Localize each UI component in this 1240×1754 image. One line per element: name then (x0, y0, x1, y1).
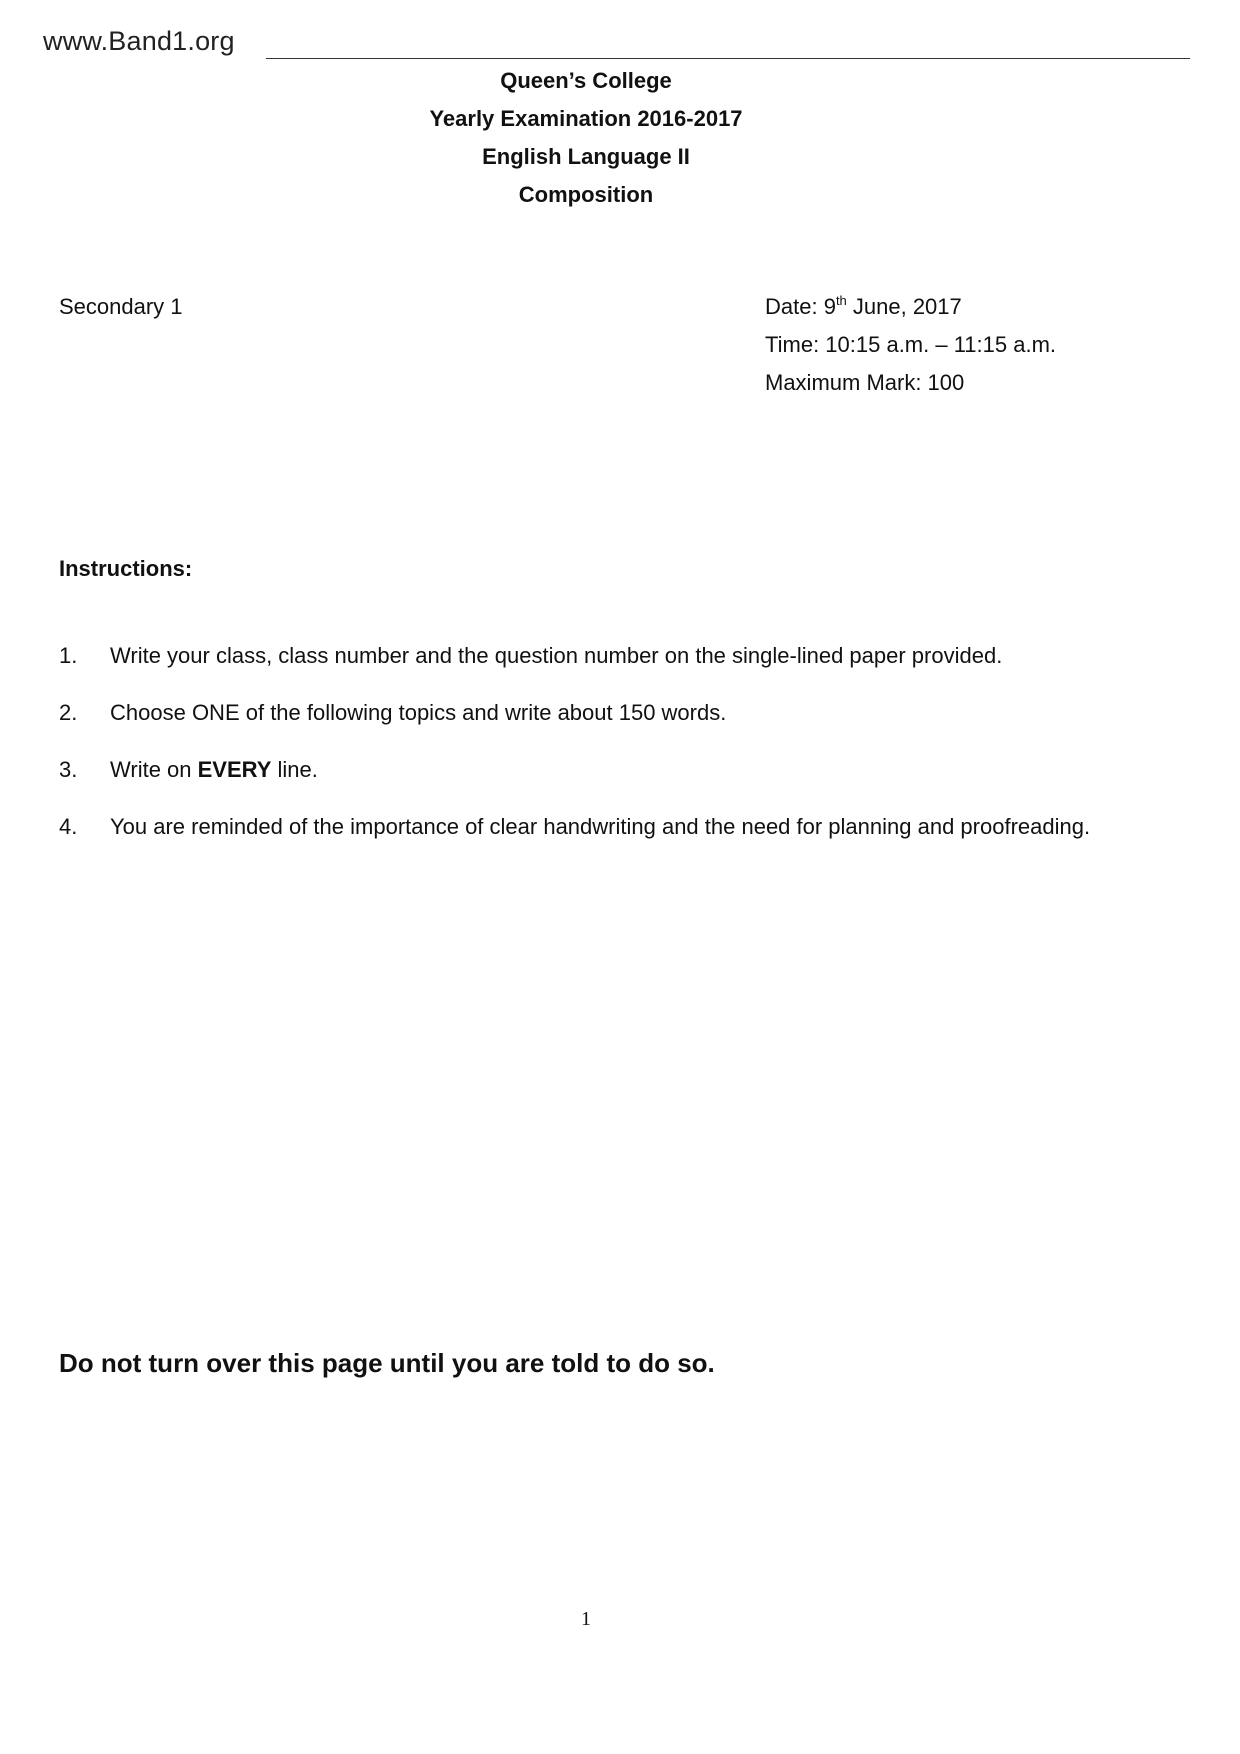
instruction-item (59, 741, 1113, 798)
maximum-mark: Maximum Mark: 100 (765, 370, 965, 395)
exam-title: Yearly Examination 2016-2017 (429, 106, 743, 131)
turn-over-warning: Do not turn over this page until you are told to do so. (59, 1348, 715, 1378)
instruction-text-after: line. (271, 757, 318, 782)
form-level: Secondary 1 (59, 294, 183, 319)
page-number: 1 (581, 1608, 591, 1630)
date-prefix: Date: 9 (765, 294, 836, 319)
header-rule (266, 58, 1190, 59)
instruction-text-before: Write on (110, 757, 198, 782)
instruction-text: Choose ONE of the following topics and write about 150 words. (110, 700, 727, 725)
instruction-number: 2. (59, 700, 78, 725)
instructions-heading: Instructions: (59, 556, 193, 581)
instruction-text (110, 741, 1113, 798)
instruction-emphasis: EVERY (197, 757, 272, 782)
subject-title: English Language II (482, 144, 690, 169)
instructions-list (59, 627, 1113, 855)
instruction-item (59, 627, 1113, 684)
instruction-number: 1. (59, 643, 78, 668)
exam-time: Time: 10:15 a.m. – 11:15 a.m. (765, 332, 1057, 357)
date-ordinal-suffix: th (835, 293, 847, 308)
exam-meta (765, 288, 1056, 402)
instruction-item (59, 798, 1113, 855)
exam-date (765, 288, 1056, 326)
title-block (0, 62, 1172, 214)
instruction-number: 3. (59, 757, 78, 782)
instruction-number: 4. (59, 814, 78, 839)
watermark-url: www.Band1.org (43, 26, 235, 56)
instruction-text: Write your class, class number and the question number on the single-lined paper provided. (110, 643, 1003, 668)
school-name: Queen’s College (500, 68, 672, 93)
instruction-item (59, 684, 1113, 741)
instruction-text: You are reminded of the importance of clear handwriting and the need for planning and proofreading. (110, 814, 1091, 839)
date-rest: June, 2017 (846, 294, 962, 319)
paper-title: Composition (518, 182, 654, 207)
